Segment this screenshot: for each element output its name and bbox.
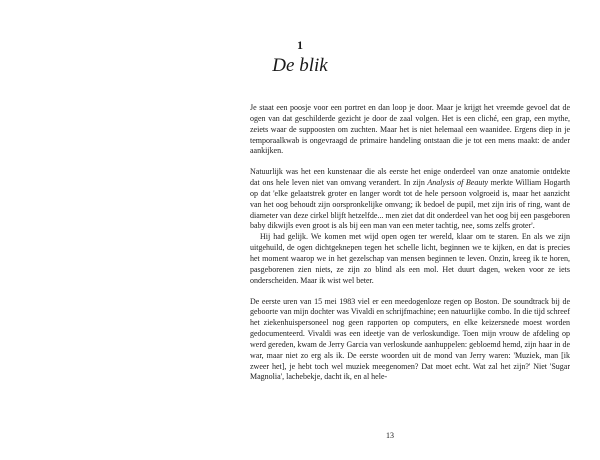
chapter-title: De blik: [272, 55, 328, 76]
body-text: [250, 103, 570, 383]
paragraph: Je staat een poosje voor een portret en dan loop je door. Maar je krijgt het vreemde gevoel dat de ogen van dat geschilderde gezicht je door de zaal volgen. Het is een cliché, een grap, een mythe, zeiets waar de suppoosten om zuchten. Maar het is niet helemaal een waanidee. Ergens diep in je temporaalkwab is ongevraagd de primaire handeling ontstaan die je tot een mens maakt: de ander aankijken.: [250, 103, 570, 156]
paragraph: Natuurlijk was het een kunstenaar die als eerste het enige onderdeel van onze anatomie ontdekte dat ons hele leven niet van omvang verandert. In zijn Analysis of Beauty merkte William Hogarth op dat 'elke gelaatstrek groter en langer wordt tot de hele persoon volgroeid is, maar het aanzicht van het oog behoudt zijn oorspronkelijke omvang; ik bedoel de pupil, met zijn iris of ring, want de diameter van deze cirkel blijft hetzelfde... men ziet dat dit onderdeel van het oog bij een pasgeboren baby dikwijls even groot is als bij een man van een meter tachtig, nee, soms zelfs groter'.: [250, 167, 570, 231]
paragraph: Hij had gelijk. We komen met wijd open ogen ter wereld, klaar om te staren. En als we zijn uitgehuild, de ogen dichtgeknepen tegen het schelle licht, beginnen we te kijken, en dat is precies het moment waarop we in het gezelschap van mensen beginnen te leven. Onzin, kreeg ik te horen, pasgeborenen zien niets, ze zijn zo blind als een mol. Het duurt dagen, weken voor ze iets onderscheiden. Maar ik wist wel beter.: [250, 232, 570, 285]
paragraph: De eerste uren van 15 mei 1983 viel er een meedogenloze regen op Boston. De soundtrack bij de geboorte van mijn dochter was Vivaldi en schrijfmachine; een natuurlijke combo. In die tijd schreef het ziekenhuispersoneel nog geen rapporten op computers, en elke keizersnede moest worden gedocumenteerd. Vivaldi was een ideetje van de verloskundige. Toen mijn vrouw de afdeling op werd gereden, kwam de Jerry Garcia van verloskunde aanhuppelen: gebloemd hemd, zijn haar in de war, maar niet zo erg als ik. De eerste woorden uit de mond van Jerry waren: 'Muziek, man [ik zweer het], je hebt toch wel muziek meegenomen? Dat moet echt. Wat zal het zijn?' Niet 'Sugar Magnolia', lachebekje, dacht ik, en al hele-: [250, 296, 570, 382]
page-number: 13: [386, 431, 394, 440]
book-title: Analysis of Beauty: [427, 178, 489, 188]
chapter-number: 1: [297, 38, 303, 52]
